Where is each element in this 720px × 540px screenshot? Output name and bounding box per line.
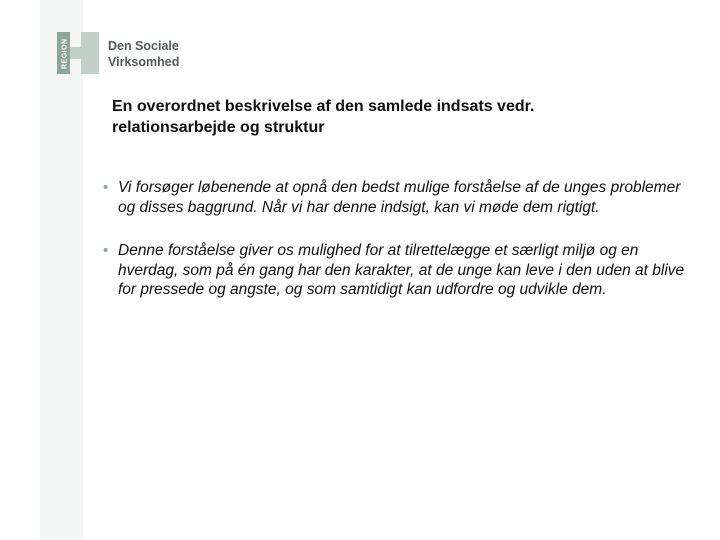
bullet-marker-icon: •	[103, 242, 109, 259]
region-h-logo	[57, 32, 99, 74]
bullet-text: Denne forståelse giver os mulighed for at tilrettelægge et særligt miljø og en hverdag, som på én gang har den karakter, at de unge kan leve i den uden at blive for pressede og angste, og som samtidigt kan udfordre og udvikle dem.	[118, 242, 685, 298]
page-title	[112, 96, 632, 138]
bullet-marker-icon: •	[103, 179, 109, 196]
logo-line-2: Virksomhed	[108, 55, 180, 69]
bullet-item	[98, 178, 688, 217]
bullet-list	[98, 178, 688, 300]
side-band	[40, 0, 83, 540]
logo-region-text: REGION	[61, 38, 69, 69]
logo-line-1: Den Sociale	[108, 39, 179, 53]
bullet-item	[98, 241, 688, 300]
page-title-line-1: En overordnet beskrivelse af den samlede indsats vedr.	[112, 98, 535, 115]
logo-wordmark	[108, 38, 179, 70]
page-title-line-2: relationsarbejde og struktur	[112, 119, 325, 136]
bullet-text: Vi forsøger løbenende at opnå den bedst mulige forståelse af de unges problemer og disses baggrund. Når vi har denne indsigt, kan vi møde dem rigtigt.	[118, 179, 681, 216]
